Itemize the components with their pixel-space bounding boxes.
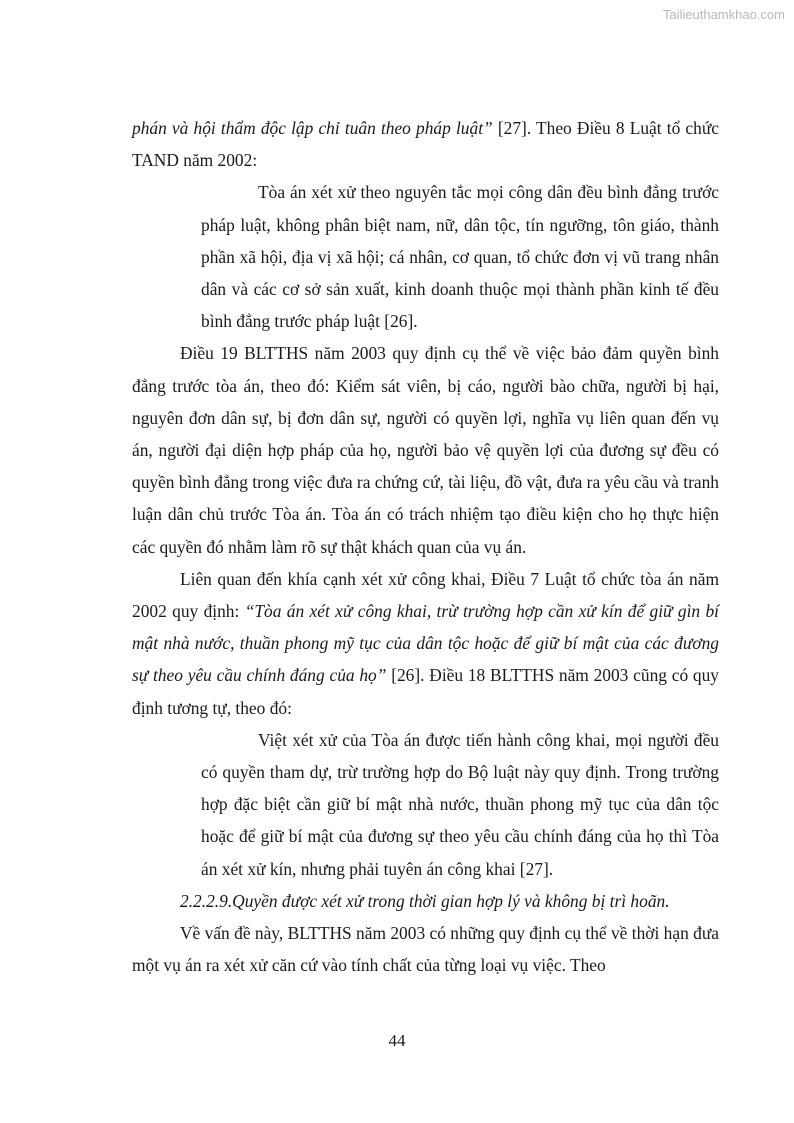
- paragraph-1-text: [27]. Theo Điều 8 Luật tổ chức TAND năm 2002:: [132, 118, 719, 171]
- paragraph-3-lead: Liên quan đến khía cạnh xét xử công khai, Điều 7 Luật tổ chức tòa án năm 2002 quy định:: [132, 568, 719, 622]
- section-heading: 2.2.2.9.Quyền được xét xử trong thời gian hợp lý và không bị trì hoãn.: [180, 890, 670, 911]
- paragraph-3-rest: [26]. Điều 18 BLTTHS năm 2003 cũng có quy định tương tự, theo đó:: [132, 665, 719, 718]
- paragraph-4: Về vấn đề này, BLTTHS năm 2003 có những quy định cụ thể về thời hạn đưa một vụ án ra xét xử căn cứ vào tính chất của từng loại vụ việc. Theo: [132, 923, 719, 976]
- italic-citation: “Tòa án xét xử công khai, trừ trường hợp cần xử kín để giữ gìn bí mật nhà nước, thuần phong mỹ tục của dân tộc hoặc để giữ bí mật của các đương sự theo yêu cầu chính đáng của họ”: [132, 601, 719, 686]
- watermark-text: Tailieuthamkhao.com: [662, 7, 785, 22]
- block-quote-1: Tòa án xét xử theo nguyên tắc mọi công dân đều bình đẳng trước pháp luật, không phân biệt nam, nữ, dân tộc, tín ngưỡng, tôn giáo, thành phần xã hội, địa vị xã hội; cá nhân, cơ quan, tổ chức đơn vị vũ trang nhân dân và các cơ sở sản xuất, kinh doanh thuộc mọi thành phần kinh tế đều bình đẳng trước pháp luật [26].: [201, 182, 719, 332]
- italic-quote-ending: phán và hội thẩm độc lập chỉ tuân theo pháp luật”: [132, 118, 493, 138]
- document-body: [132, 112, 719, 981]
- page-number: 44: [388, 1031, 406, 1050]
- block-quote-2: Việt xét xử của Tòa án được tiến hành công khai, mọi người đều có quyền tham dự, trừ trường hợp do Bộ luật này quy định. Trong trường hợp đặc biệt cần giữ bí mật nhà nước, thuần phong mỹ tục của dân tộc hoặc để giữ bí mật của đương sự theo yêu cầu chính đáng của họ thì Tòa án xét xử kín, nhưng phải tuyên án công khai [27].: [201, 729, 719, 879]
- paragraph-2: Điều 19 BLTTHS năm 2003 quy định cụ thể về việc bảo đảm quyền bình đẳng trước tòa án, theo đó: Kiểm sát viên, bị cáo, người bào chữa, người bị hại, nguyên đơn dân sự, bị đơn dân sự, người có quyền lợi, nghĩa vụ liên quan đến vụ án, người đại diện hợp pháp của họ, người bảo vệ quyền lợi của đương sự đều có quyền bình đẳng trong việc đưa ra chứng cứ, tài liệu, đồ vật, đưa ra yêu cầu và tranh luận dân chủ trước Tòa án. Tòa án có trách nhiệm tạo điều kiện cho họ thực hiện các quyền đó nhằm làm rõ sự thật khách quan của vụ án.: [132, 343, 719, 557]
- paragraph-1: [132, 112, 719, 176]
- paragraph-3: [132, 563, 719, 724]
